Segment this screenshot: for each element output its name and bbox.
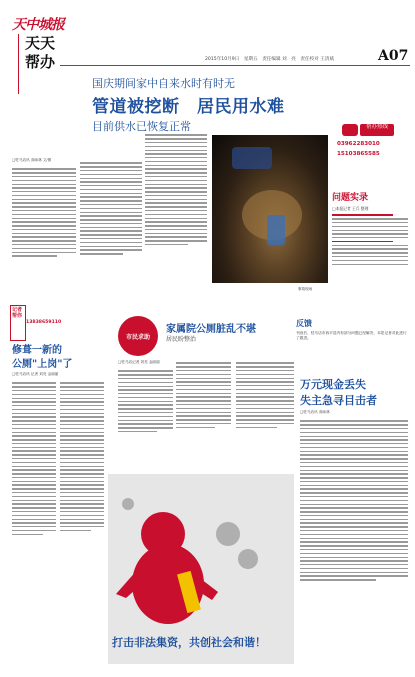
lead-body-col-3 (145, 132, 207, 300)
qa-box (332, 190, 410, 308)
psa-panel (108, 474, 294, 664)
date-line: 2015年10月9日 星期五 责任编辑 刘 亮 责任校对 王清斌 (205, 57, 335, 62)
middle-body-col-2 (176, 360, 231, 468)
lead-body-col-2 (80, 160, 142, 300)
sidebar-body-col-2 (60, 380, 104, 612)
lead-subhead: 目前供水已恢复正常 (92, 120, 191, 133)
middle-byline: □驻马店记者 刘亮 金丽丽 (118, 360, 160, 364)
sidebar-byline: □驻马店讯 记者 刘亮 金丽丽 (12, 372, 59, 376)
citizen-help-text: 市民求助 (125, 333, 150, 341)
feedback-label: 反馈 (296, 319, 312, 328)
sidebar-body-col-1 (12, 380, 56, 612)
qa-title: 问题实录 (332, 193, 369, 203)
lead-headline: 管道被挖断 居民用水难 (92, 97, 285, 117)
middle-headline: 家属院公厕脏乱不堪 (166, 324, 256, 335)
section-title-block (18, 34, 56, 94)
middle-subhead: 居民盼整治 (166, 336, 197, 343)
middle-body-col-3 (236, 360, 294, 468)
lead-photo (212, 135, 328, 283)
feedback-text: 刊登后，驻马店市西平县内有部分问题已经解决，本报记者对此进行了跟进。 (296, 331, 407, 341)
lead-kicker: 国庆期间家中自来水时有时无 (92, 77, 235, 90)
masthead-logo-text: 天中城报 (12, 17, 64, 33)
feedback-box (296, 318, 410, 370)
citizen-help-badge (118, 316, 158, 356)
right-headline: 万元现金丢失 (300, 378, 366, 391)
page-number: A07 (378, 48, 409, 64)
sidebar-headline-2: 公厕"上岗"了 (12, 359, 73, 370)
reporter-phone: 13838659110 (26, 320, 62, 325)
reporter-label: 记者帮你 (12, 307, 23, 319)
psa-slogan: 打击非法集资，共创社会和谐！ (112, 636, 266, 649)
right-subhead: 失主急寻目击者 (300, 394, 377, 407)
hotline-box (332, 124, 408, 172)
right-byline: □驻马店讯 高咏林 (300, 410, 330, 414)
lead-body-col-1 (12, 166, 76, 298)
hotline-number-2: 15103865585 (337, 151, 380, 157)
sidebar-headline-1: 修葺一新的 (12, 345, 62, 356)
qa-contact: □本报记者 王兵 整理 (332, 206, 369, 211)
section-title: 天天帮办 (25, 34, 56, 71)
phone-icon (342, 124, 358, 136)
lead-byline: □驻马店讯 高咏林 文/图 (12, 158, 52, 162)
middle-body-col-1 (118, 368, 173, 468)
right-body (300, 418, 408, 668)
hotline-label: 帮办热线 (360, 124, 394, 136)
masthead-rule (60, 65, 410, 66)
photo-caption: 事故现场 (298, 287, 313, 291)
masthead-logo (12, 14, 82, 36)
hotline-number-1: 03962283010 (337, 141, 380, 147)
